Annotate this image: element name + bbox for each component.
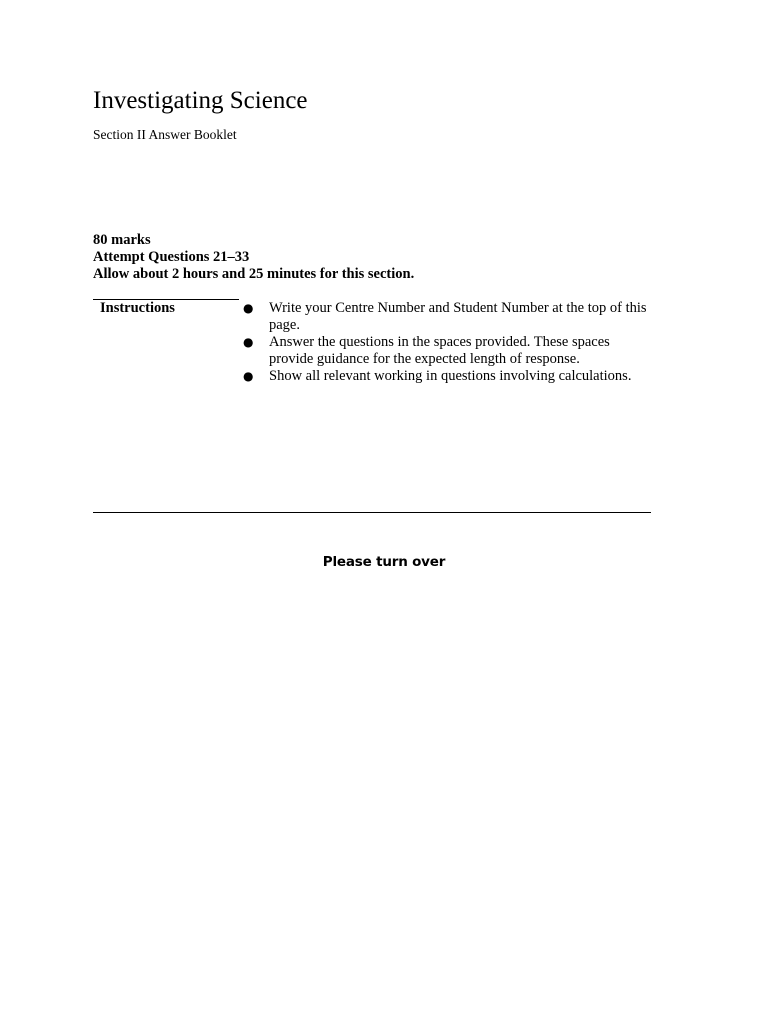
instruction-item: [243, 334, 653, 368]
document-title: Investigating Science: [93, 87, 308, 114]
turn-over-notice: Please turn over: [322, 554, 446, 570]
instructions-list: [243, 300, 653, 385]
instruction-item: [243, 368, 653, 385]
instruction-text: Answer the questions in the spaces provided. These spaces provide guidance for the expected length of response.: [269, 334, 610, 367]
instructions-label: Instructions: [100, 300, 175, 316]
instruction-text: Write your Centre Number and Student Number at the top of this page.: [269, 300, 647, 333]
time-allowance-text: Allow about 2 hours and 25 minutes for this section.: [93, 266, 415, 282]
bullet-icon: ●: [243, 369, 254, 383]
instruction-item: [243, 300, 653, 334]
section-divider: [93, 512, 651, 513]
section-summary: [93, 232, 414, 283]
document-subtitle: Section II Answer Booklet: [93, 127, 237, 142]
bullet-icon: ●: [243, 301, 254, 315]
attempt-questions-text: Attempt Questions 21–33: [93, 249, 250, 265]
instruction-text: Show all relevant working in questions involving calculations.: [269, 368, 632, 384]
marks-text: 80 marks: [93, 232, 151, 248]
bullet-icon: ●: [243, 335, 254, 349]
